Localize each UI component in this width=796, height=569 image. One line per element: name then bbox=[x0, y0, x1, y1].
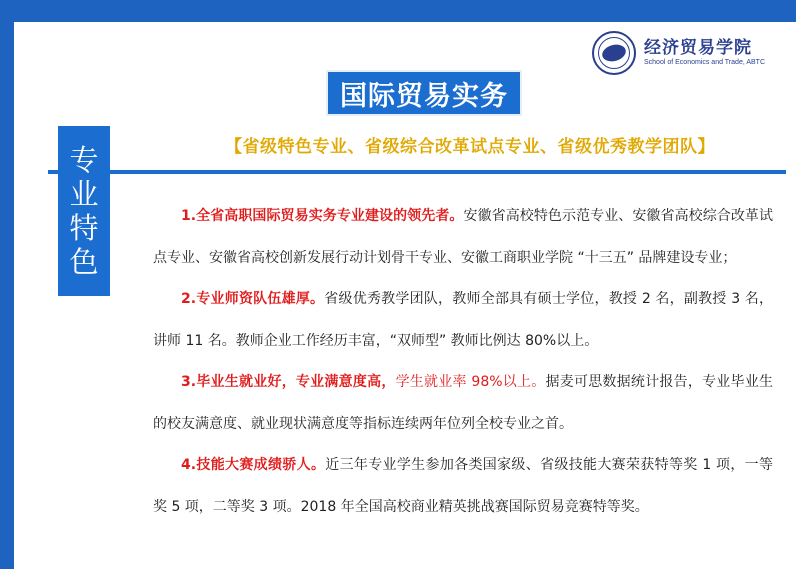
side-tag bbox=[58, 126, 110, 296]
school-logo bbox=[592, 28, 788, 78]
paragraph bbox=[153, 279, 773, 362]
school-emblem-icon bbox=[592, 31, 636, 75]
side-tag-char: 特 bbox=[69, 211, 99, 245]
paragraph-lead: 2.专业师资队伍雄厚。 bbox=[181, 291, 325, 307]
body-text bbox=[153, 196, 773, 528]
paragraph-text: 安徽省高校特色示范专业、安徽省高校综合改革试点专业、安徽省高校创新发展行动计划骨干专业、安徽工商职业学院 “十三五” 品牌建设专业； bbox=[153, 208, 774, 266]
paragraph-lead: 1.全省高职国际贸易实务专业建设的领先者。 bbox=[181, 208, 464, 224]
paragraph-text: 省级优秀教学团队，教师全部具有硕士学位，教授 2 名，副教授 3 名，讲师 11 名。教师企业工作经历丰富，“双师型” 教师比例达 80%以上。 bbox=[153, 291, 773, 349]
subtitle: 【省级特色专业、省级综合改革试点专业、省级优秀教学团队】 bbox=[225, 137, 715, 157]
side-tag-char: 色 bbox=[69, 245, 99, 279]
paragraph bbox=[153, 445, 773, 528]
paragraph-lead: 4.技能大赛成绩骄人。 bbox=[181, 457, 326, 473]
paragraph-text: 近三年专业学生参加各类国家级、省级技能大赛荣获特等奖 1 项，一等奖 5 项，二等奖 3 项。2018 年全国高校商业精英挑战赛国际贸易竞赛特等奖。 bbox=[153, 457, 773, 515]
side-tag-char: 专 bbox=[69, 143, 99, 177]
paragraph bbox=[153, 362, 773, 445]
school-name-en: School of Economics and Trade, ABTC bbox=[644, 59, 766, 66]
paragraph-highlight: 学生就业率 98%以上。 bbox=[395, 374, 546, 390]
paragraph-text: 据麦可思数据统计报告，专业毕业生的校友满意度、就业现状满意度等指标连续两年位列全校专业之首。 bbox=[153, 374, 774, 432]
page-title: 国际贸易实务 bbox=[326, 70, 522, 116]
paragraph-lead: 3.毕业生就业好，专业满意度高， bbox=[181, 374, 396, 390]
paragraph bbox=[153, 196, 773, 279]
divider-line bbox=[48, 170, 786, 174]
school-name-cn: 经济贸易学院 bbox=[644, 38, 752, 58]
side-tag-char: 业 bbox=[69, 177, 99, 211]
